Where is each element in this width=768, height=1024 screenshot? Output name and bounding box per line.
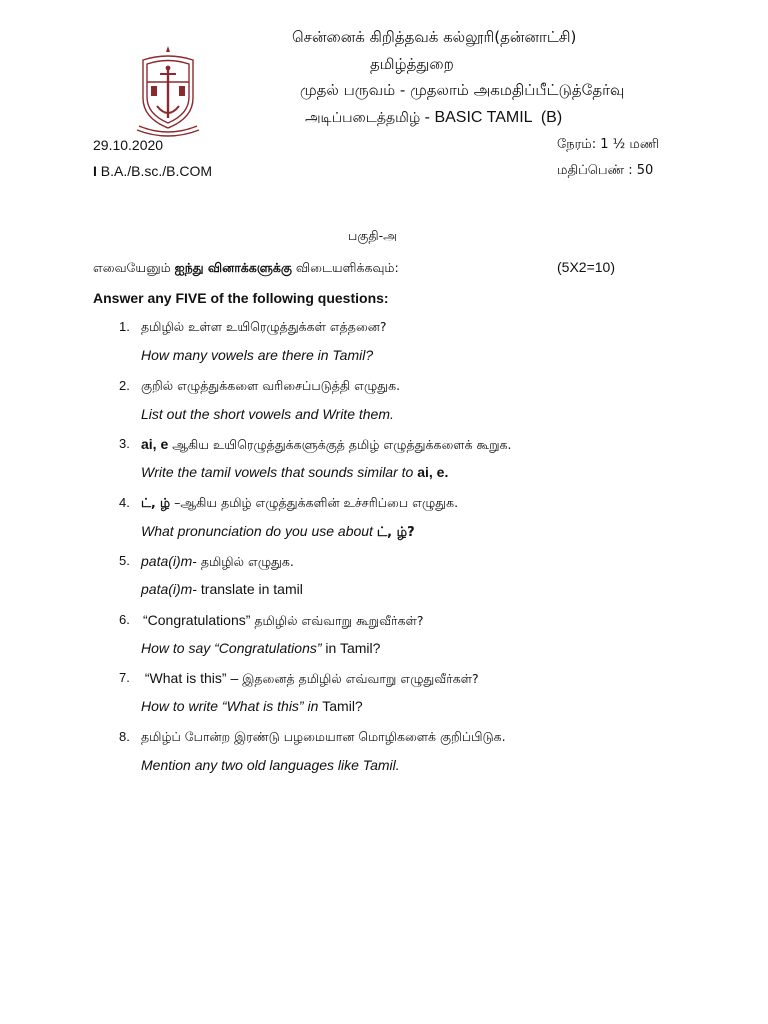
question-english: List out the short vowels and Write them. (141, 406, 394, 422)
instruction-prefix: எவையேனும் (93, 260, 175, 275)
question-english-suffix: in Tamil? (325, 640, 381, 656)
question-english-term: ai, e. (417, 464, 449, 480)
section-instruction-english: Answer any FIVE of the following questions: (93, 290, 389, 306)
question-english-text: Write the tamil vowels that sounds similar to (141, 464, 418, 480)
question-number: 6. (119, 612, 130, 627)
exam-date: 29.10.2020 (93, 137, 164, 153)
subject-tamil: அடிப்படைத்தமிழ் (305, 110, 421, 126)
question-english: Mention any two old languages like Tamil. (141, 757, 400, 773)
section-marks: (5X2=10) (557, 259, 615, 275)
course-marker: I (93, 163, 97, 179)
question-english-text: What pronunciation do you use about (141, 523, 377, 539)
question-tamil (141, 553, 294, 571)
question-number: 1. (119, 319, 130, 334)
question-term: “Congratulations” (143, 612, 251, 628)
instruction-bold: ஐந்து வினாக்களுக்கு (174, 260, 292, 275)
question-english-text: How to write “What is this” in (141, 698, 323, 714)
question-english-text: How to say “Congratulations” (141, 640, 326, 656)
question-english (141, 523, 415, 541)
question-number: 3. (119, 436, 130, 451)
question-tamil-text: - தமிழில் எழுதுக. (192, 554, 294, 569)
question-term: “What is this” – (141, 670, 239, 686)
question-english (141, 464, 448, 480)
college-crest-logo (133, 46, 203, 138)
question-english-term: pata(i)m (141, 581, 193, 597)
subject-english: - BASIC TAMIL (B) (420, 109, 563, 126)
question-english-suffix: Tamil? (322, 698, 363, 714)
question-tamil (143, 612, 424, 630)
question-tamil-text: இதனைத் தமிழில் எவ்வாறு எழுதுவீர்கள்? (238, 671, 479, 686)
total-marks: மதிப்பெண் : 50 (557, 163, 654, 178)
question-english-term: ட், ழ்? (376, 525, 415, 540)
question-english: How many vowels are there in Tamil? (141, 347, 374, 363)
exam-title: முதல் பருவம் - முதலாம் அகமதிப்பீட்டுத்தேர்வு (300, 81, 625, 99)
question-number: 7. (119, 670, 130, 685)
question-tamil-text: –ஆகிய தமிழ் எழுத்துக்களின் உச்சரிப்பை எழுதுக. (170, 495, 459, 510)
question-number: 8. (119, 729, 130, 744)
question-english (141, 698, 363, 714)
question-english (141, 640, 380, 656)
question-term: ai, e (141, 436, 169, 452)
question-english (141, 581, 303, 597)
question-tamil (141, 670, 479, 688)
question-tamil-text: ஆகிய உயிரெழுத்துக்களுக்குத் தமிழ் எழுத்துக்களைக் கூறுக. (168, 437, 512, 452)
course-line (93, 163, 212, 179)
section-title: பகுதி-அ (348, 228, 397, 243)
course-names: B.A./B.sc./B.COM (96, 163, 213, 179)
question-tamil (141, 436, 512, 454)
exam-duration: நேரம்: 1 ½ மணி (557, 137, 660, 152)
question-tamil: தமிழ்ப் போன்ற இரண்டு பழமையான மொழிகளைக் குறிப்பிடுக. (141, 729, 506, 744)
department-name: தமிழ்த்துறை (370, 55, 454, 73)
college-name: சென்னைக் கிறித்தவக் கல்லூரி(தன்னாட்சி) (292, 28, 577, 46)
instruction-suffix: விடையளிக்கவும்: (291, 260, 399, 275)
question-tamil-text: தமிழில் எவ்வாறு கூறுவீர்கள்? (250, 613, 424, 628)
question-number: 2. (119, 378, 130, 393)
section-instruction-tamil (93, 260, 399, 277)
question-tamil (141, 495, 458, 512)
subject-line (305, 108, 562, 128)
question-number: 5. (119, 553, 130, 568)
question-english-text: - translate in tamil (192, 581, 303, 597)
question-tamil: தமிழில் உள்ள உயிரெழுத்துக்கள் எத்தனை? (141, 319, 387, 334)
question-term: pata(i)m (141, 553, 193, 569)
question-term: ட், ழ் (141, 495, 171, 510)
question-tamil: குறில் எழுத்துக்களை வரிசைப்படுத்தி எழுதுக. (141, 378, 401, 393)
question-number: 4. (119, 495, 130, 510)
